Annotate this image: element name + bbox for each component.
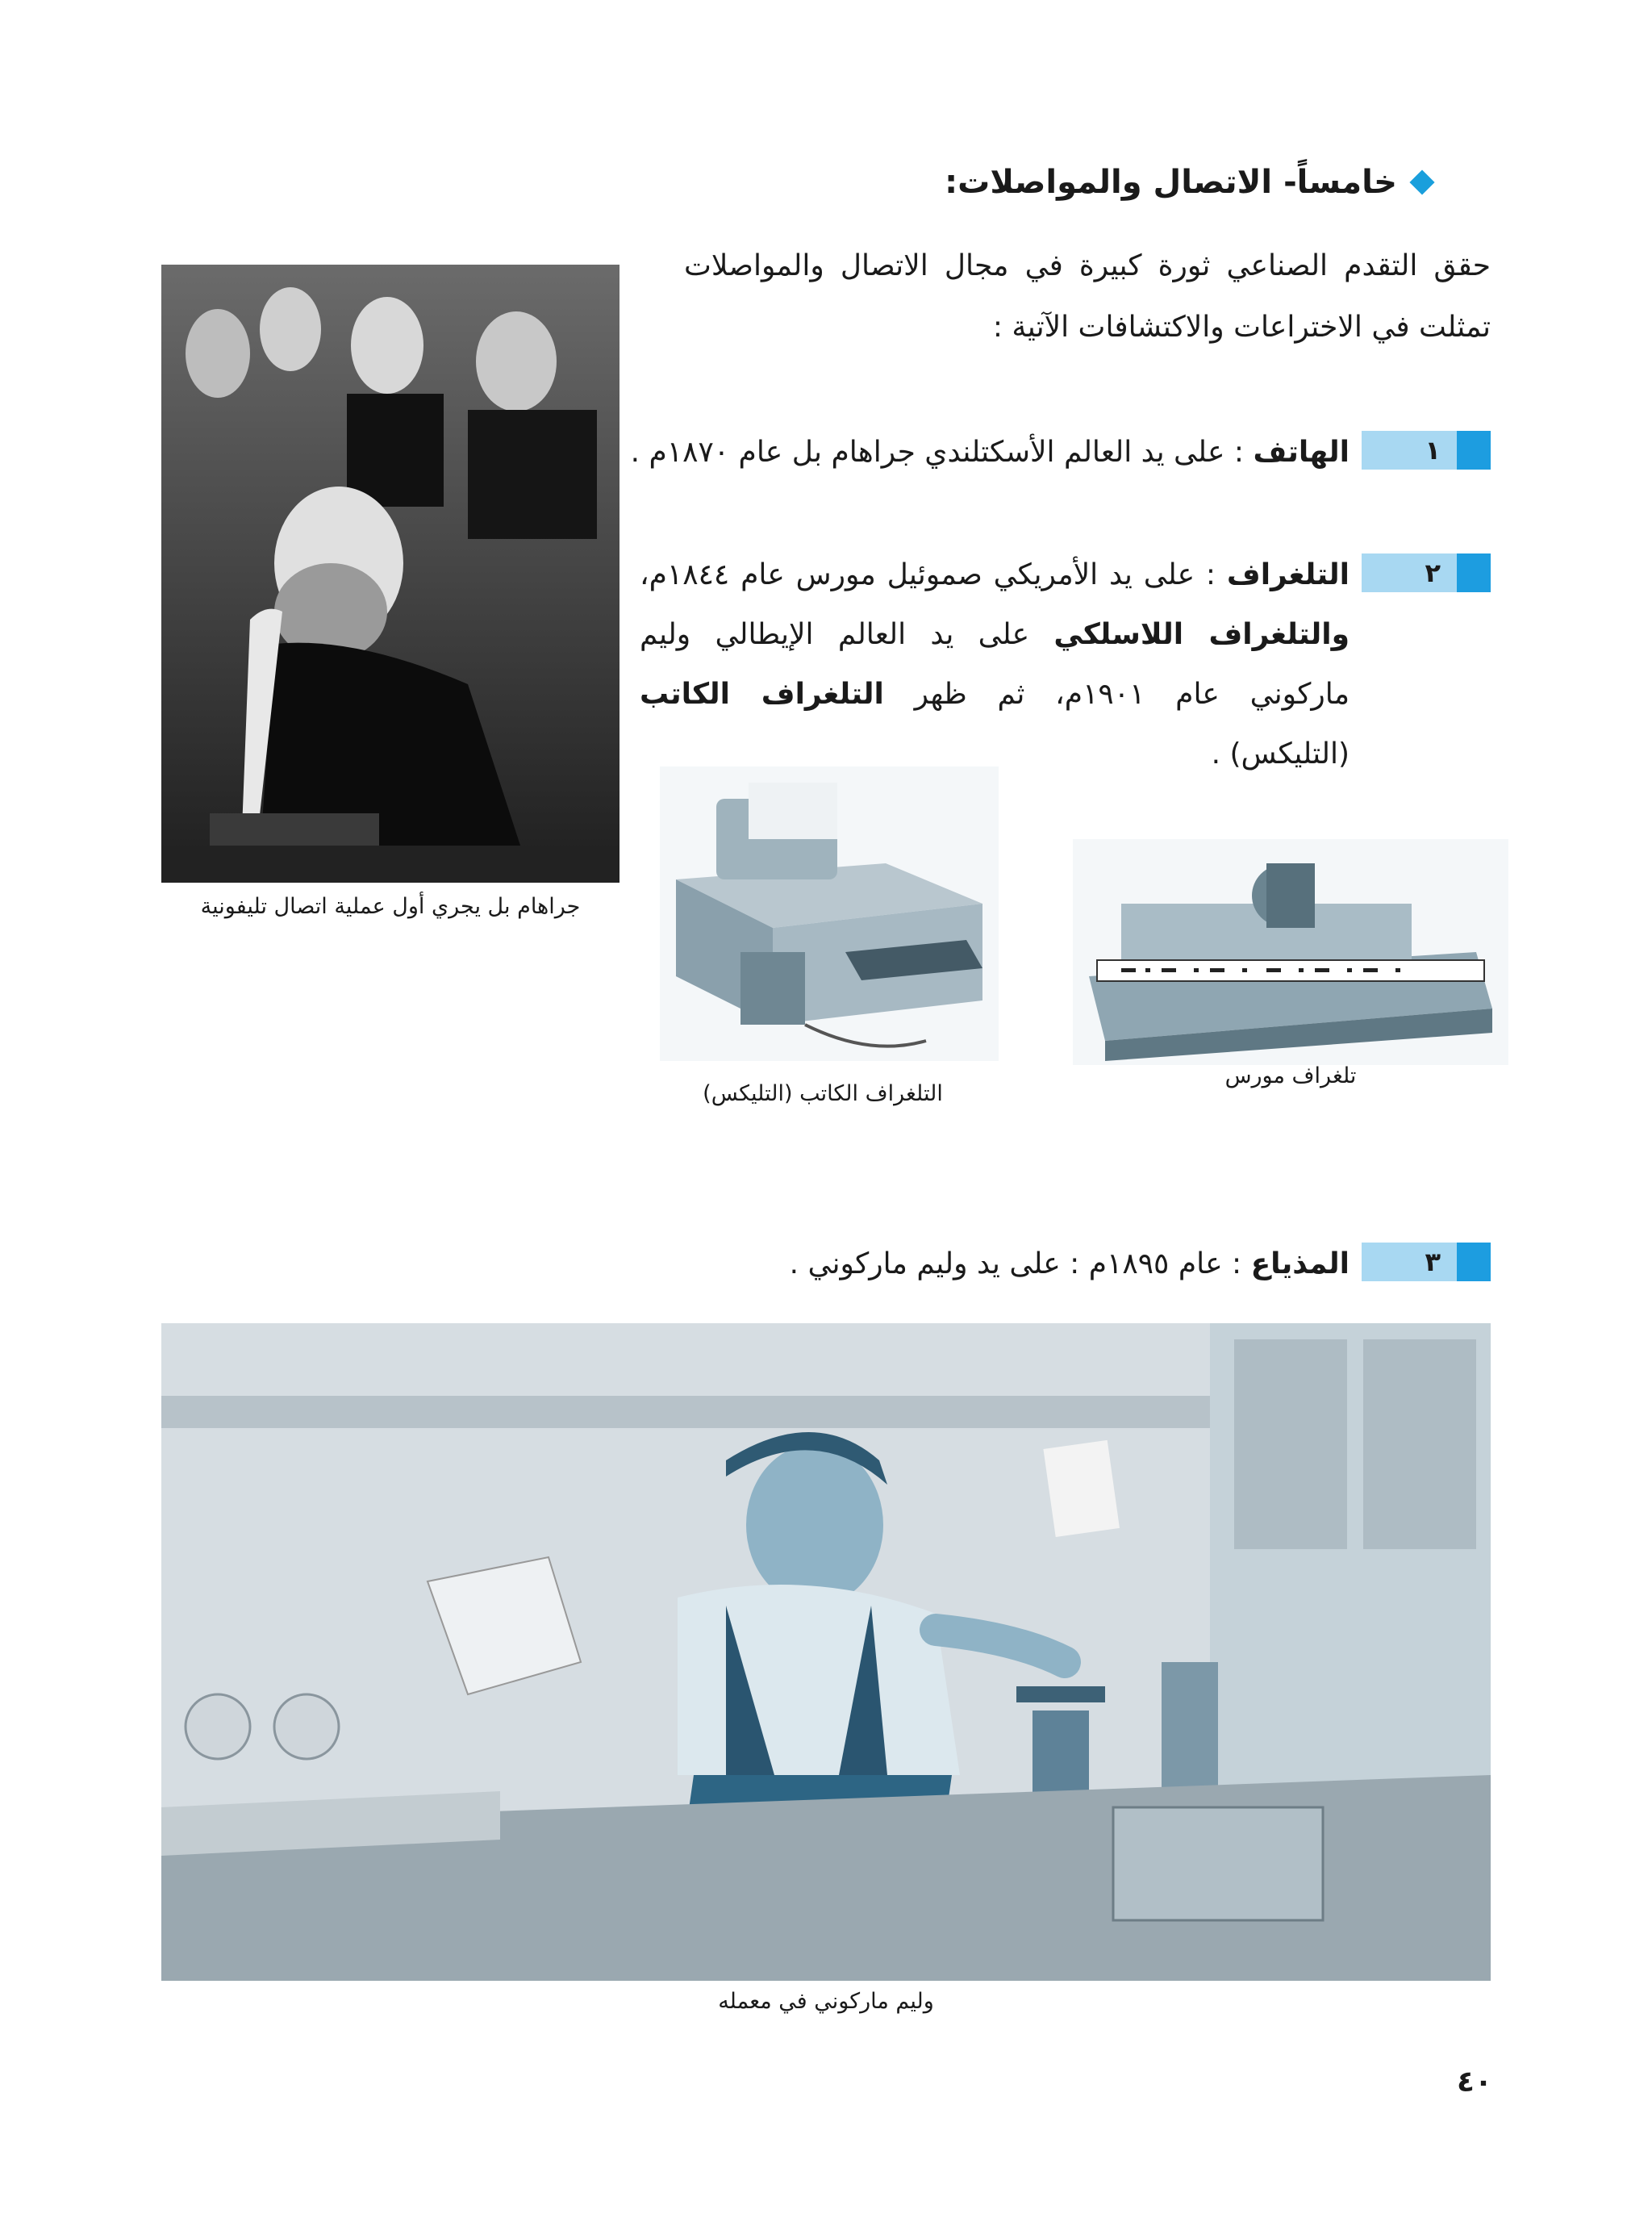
item-body: : على يد العالم الأسكتلندي جراهام بل عام ١٨٧٠م . — [630, 436, 1254, 469]
marconi-lab-illustration — [161, 1323, 1491, 1981]
item-term-telex: التلغراف الكاتب — [640, 678, 884, 711]
item-body: : على يد الأمريكي صموئيل مورس عام ١٨٤٤م، — [640, 558, 1227, 591]
item-body: (التليكس) . — [1211, 737, 1350, 771]
item-marker-1 — [1362, 431, 1491, 470]
item-number: ٣ — [1362, 1243, 1457, 1281]
item-body: : عام ١٨٩٥م : على يد وليم ماركوني . — [789, 1247, 1251, 1280]
marconi-caption: وليم ماركوني في معمله — [718, 1989, 934, 2014]
section-title: خامساً- الاتصال والمواصلات: — [945, 164, 1397, 201]
intro-paragraph: حقق التقدم الصناعي ثورة كبيرة في مجال الاتصال والمواصلات تمثلت في الاختراعات والاكتشافات الآتية : — [684, 249, 1491, 344]
marker-square-icon — [1457, 431, 1491, 470]
item-text-telegraph — [640, 545, 1350, 784]
item-text-radio — [624, 1234, 1350, 1294]
item-marker-2 — [1362, 553, 1491, 592]
item-number: ١ — [1362, 431, 1457, 470]
item-body: على يد العالم الإيطالي وليم ماركوني عام ١٩٠١م، ثم ظهر — [640, 618, 1350, 711]
page-number: ٤٠ — [1457, 2066, 1492, 2099]
item-term: الهاتف — [1253, 436, 1350, 469]
section-heading — [549, 158, 1436, 207]
telex-caption: التلغراف الكاتب (التليكس) — [703, 1081, 943, 1106]
telex-machine-image — [660, 766, 999, 1061]
bell-photo-caption: جراهام بل يجري أول عملية اتصال تليفونية — [200, 894, 581, 919]
bell-telephone-photo — [161, 265, 620, 883]
item-term: التلغراف — [1226, 558, 1350, 591]
item-text-telephone — [624, 423, 1350, 482]
item-marker-3 — [1362, 1243, 1491, 1281]
morse-telegraph-image — [1073, 839, 1508, 1065]
marker-square-icon — [1457, 1243, 1491, 1281]
item-number: ٢ — [1362, 553, 1457, 592]
morse-caption: تلغراف مورس — [1224, 1063, 1357, 1088]
marker-square-icon — [1457, 553, 1491, 592]
diamond-bullet-icon — [1409, 169, 1434, 194]
item-term-wireless: والتلغراف اللاسلكي — [1053, 618, 1350, 651]
item-term: المذياع — [1250, 1247, 1350, 1280]
